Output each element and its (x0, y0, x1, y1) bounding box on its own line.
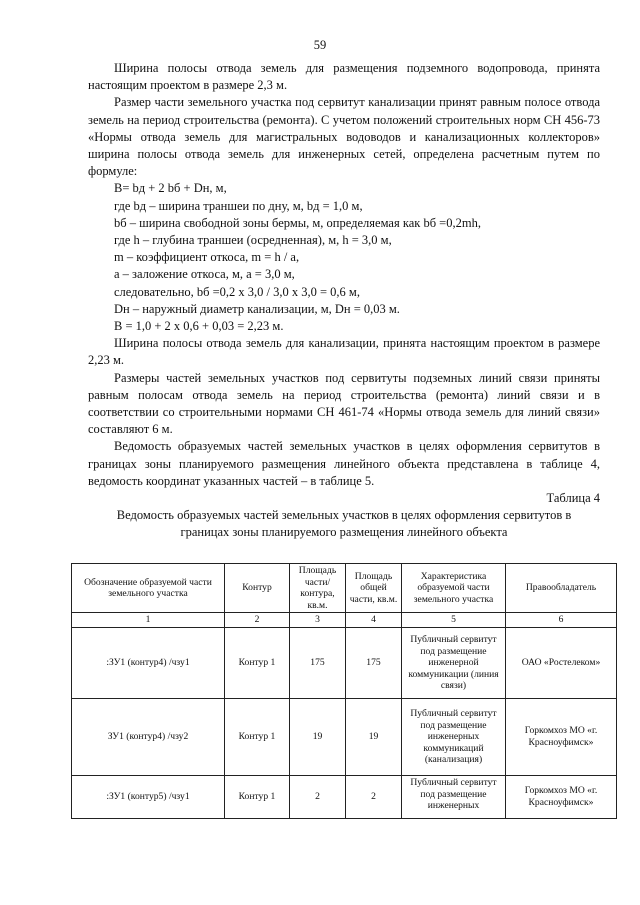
cell-characteristic: Публичный сервитут под размещение инженерных (410, 776, 497, 812)
paragraph-2: Размер части земельного участка под сервитут канализации принят равным полосе отвода земель на период строительства (ремонта). С учетом положений строительных норм СН 456-73 «Нормы отвода земель для магистральных водоводов и канализационных коллекторов» ширина полосы отвода земель для инженерных сетей, определена расчетным путем по формуле: (88, 95, 600, 179)
formula-line: где bд – ширина траншеи по дну, м, bд = 1,0 м, (114, 198, 363, 213)
cell-contour: Контур 1 (225, 698, 290, 775)
cell-area-part: 19 (290, 698, 346, 775)
paragraph-3: Ширина полосы отвода земель для канализации, принята настоящим проектом в размере 2,23 м. (88, 336, 600, 368)
table-number-row (72, 613, 617, 628)
table-header-row (72, 564, 617, 613)
cell-designation: ЗУ1 (контур4) /чзу2 (72, 698, 225, 775)
formula-line: bб – ширина свободной зоны бермы, м, определяемая как bб =0,2mh, (114, 215, 481, 230)
formula-main: B= bд + 2 bб + Dн, м, (114, 181, 227, 196)
cell-designation: :ЗУ1 (контур4) /чзу1 (72, 627, 225, 698)
page-number: 59 (313, 38, 327, 52)
formula-line: а – заложение откоса, м, а = 3,0 м, (114, 267, 295, 282)
cell-characteristic: Публичный сервитут под размещение инженерной коммуникации (линия связи) (402, 627, 506, 698)
paragraph-1: Ширина полосы отвода земель для размещения подземного водопровода, принята настоящим проектом в размере 2,3 м. (88, 61, 600, 93)
cell-area-total: 19 (346, 698, 402, 775)
table-row (72, 698, 617, 775)
paragraph-4: Размеры частей земельных участков под сервитуты подземных линий связи приняты равным полосам отвода земель на период строительства (ремонта) линий связи и в соответствии со строительными нормами СН 461-74 «Нормы отвода земель для линий связи» составляют 6 м. (88, 370, 600, 437)
column-number: 6 (506, 613, 617, 628)
column-number: 2 (225, 613, 290, 628)
formula-line: m – коэффициент откоса, m = h / a, (114, 250, 300, 265)
cell-area-part: 175 (290, 627, 346, 698)
column-number: 4 (346, 613, 402, 628)
table-caption: Ведомость образуемых частей земельных участков в целях оформления сервитутов в границах зоны планируемого размещения линейного объекта (116, 508, 572, 540)
column-number: 3 (290, 613, 346, 628)
cell-characteristic-wrap (402, 775, 506, 818)
table-row (72, 627, 617, 698)
formula-line: следовательно, bб =0,2 х 3,0 / 3,0 х 3,0 = 0,6 м, (114, 284, 360, 299)
table-label: Таблица 4 (546, 491, 600, 506)
cell-contour: Контур 1 (225, 627, 290, 698)
header-cell: Правообладатель (506, 564, 617, 613)
header-cell: Площадь общей части, кв.м. (346, 564, 402, 613)
formula-line: Dн – наружный диаметр канализации, м, Dн = 0,03 м. (114, 301, 400, 316)
table-row (72, 775, 617, 818)
cell-area-total: 2 (346, 775, 402, 818)
column-number: 5 (402, 613, 506, 628)
cell-designation: :ЗУ1 (контур5) /чзу1 (72, 775, 225, 818)
paragraph-5: Ведомость образуемых частей земельных участков в целях оформления сервитутов в границах зоны планируемого размещения линейного объекта представлена в таблице 4, ведомость координат указанных частей – в таблице 5. (88, 439, 600, 488)
header-cell: Обозначение образуемой части земельного участка (72, 564, 225, 613)
cell-characteristic: Публичный сервитут под размещение инженерных коммуникаций (канализация) (402, 698, 506, 775)
column-number: 1 (72, 613, 225, 628)
formula-line: B = 1,0 + 2 х 0,6 + 0,03 = 2,23 м. (114, 319, 284, 334)
cell-area-part: 2 (290, 775, 346, 818)
header-cell: Контур (225, 564, 290, 613)
formula-line: где h – глубина траншеи (осредненная), м, h = 3,0 м, (114, 233, 392, 248)
cell-owner: Горкомхоз МО «г. Красноуфимск» (506, 698, 617, 775)
cell-contour: Контур 1 (225, 775, 290, 818)
cell-owner: Горкомхоз МО «г. Красноуфимск» (506, 775, 617, 818)
body-text (88, 60, 600, 541)
cell-area-total: 175 (346, 627, 402, 698)
header-cell: Площадь части/ контура, кв.м. (290, 564, 346, 613)
servitude-table (71, 563, 617, 819)
cell-owner: ОАО «Ростелеком» (506, 627, 617, 698)
header-cell: Характеристика образуемой части земельного участка (402, 564, 506, 613)
